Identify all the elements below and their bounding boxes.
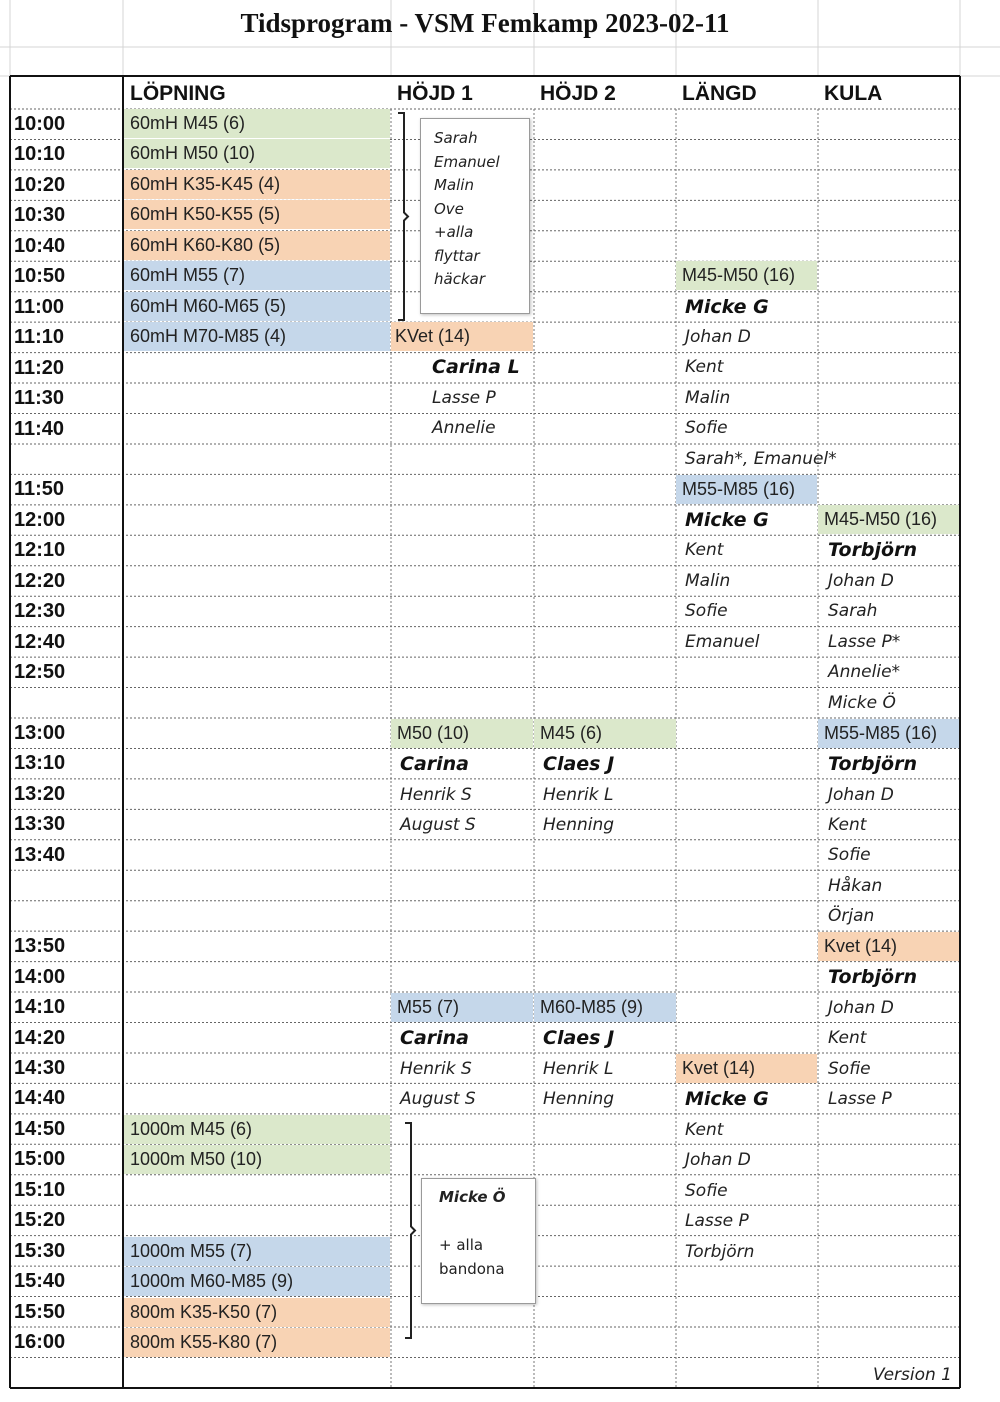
kula-name: Håkan bbox=[828, 876, 883, 896]
time-label: 11:20 bbox=[14, 356, 65, 379]
time-label: 13:20 bbox=[14, 782, 66, 805]
hojd2-group-cell: M60-M85 (9) bbox=[534, 993, 676, 1022]
time-label: 13:40 bbox=[14, 843, 66, 866]
langd-group-cell: M55-M85 (16) bbox=[676, 475, 817, 504]
running-cell: 800m K35-K50 (7) bbox=[124, 1298, 390, 1327]
langd-name: Kent bbox=[685, 540, 724, 560]
kula-group-cell: M45-M50 (16) bbox=[818, 505, 959, 534]
note-line: häckar bbox=[434, 270, 485, 288]
time-label: 15:30 bbox=[14, 1239, 66, 1262]
time-label: 12:10 bbox=[14, 539, 66, 562]
time-label: 13:00 bbox=[14, 722, 66, 744]
time-label: 16:00 bbox=[14, 1331, 66, 1353]
langd-name: Johan D bbox=[685, 1150, 751, 1170]
kula-name: Johan D bbox=[828, 998, 894, 1018]
langd-name: Sarah*, Emanuel* bbox=[685, 449, 837, 469]
hojd2-name: Henning bbox=[543, 815, 615, 835]
running-cell: 60mH M50 (10) bbox=[124, 139, 390, 168]
time-label: 11:30 bbox=[14, 387, 65, 410]
hojd1-group-cell: M55 (7) bbox=[391, 993, 533, 1022]
langd-group-cell: Kvet (14) bbox=[676, 1054, 817, 1083]
header-kula: KULA bbox=[824, 82, 883, 105]
kula-name: Kent bbox=[828, 1028, 867, 1048]
kula-name: Sarah bbox=[828, 601, 878, 621]
running-cell: 60mH K60-K80 (5) bbox=[124, 231, 390, 260]
running-cell: 60mH K50-K55 (5) bbox=[124, 200, 390, 229]
time-label bbox=[14, 870, 122, 900]
hojd1-name: Carina L bbox=[432, 356, 520, 378]
time-label bbox=[14, 688, 122, 718]
time-label: 13:10 bbox=[14, 752, 66, 775]
time-label: 15:00 bbox=[14, 1148, 66, 1171]
kula-name: Torbjörn bbox=[828, 539, 917, 561]
running-cell: 60mH M55 (7) bbox=[124, 261, 390, 290]
running-cell: 60mH M70-M85 (4) bbox=[124, 322, 390, 351]
time-label: 13:50 bbox=[14, 935, 66, 958]
kula-name: Annelie* bbox=[828, 662, 901, 682]
langd-name: Micke G bbox=[685, 509, 769, 531]
time-label: 14:20 bbox=[14, 1026, 66, 1049]
note-line: Ove bbox=[434, 199, 464, 218]
version-label: Version 1 bbox=[872, 1365, 952, 1385]
time-label: 10:10 bbox=[14, 143, 66, 166]
langd-name: Sofie bbox=[685, 601, 728, 621]
time-label: 10:40 bbox=[14, 234, 66, 257]
running-cell: 60mH M45 (6) bbox=[124, 109, 390, 138]
time-label bbox=[14, 901, 122, 931]
hojd2-name: Henrik L bbox=[543, 1059, 614, 1079]
note-line: +alla bbox=[434, 223, 474, 241]
hojd2-name: Henning bbox=[543, 1089, 615, 1109]
hojd2-name: Henrik L bbox=[543, 785, 614, 805]
kula-name: Torbjörn bbox=[828, 753, 917, 775]
note-line bbox=[439, 1209, 535, 1233]
header-lopning: LÖPNING bbox=[130, 82, 226, 105]
running-cell: 1000m M60-M85 (9) bbox=[124, 1267, 390, 1296]
langd-name: Micke G bbox=[685, 1088, 769, 1110]
time-label: 15:50 bbox=[14, 1300, 66, 1323]
header-hojd-2: HÖJD 2 bbox=[540, 82, 616, 105]
kula-name: Sofie bbox=[828, 845, 871, 865]
kula-name: Kent bbox=[828, 815, 867, 835]
time-label: 11:50 bbox=[14, 478, 65, 501]
time-label: 14:40 bbox=[14, 1087, 66, 1110]
kula-name: Torbjörn bbox=[828, 966, 917, 988]
time-label: 10:30 bbox=[14, 204, 66, 227]
running-cell: 800m K55-K80 (7) bbox=[124, 1328, 390, 1357]
hojd1-name: Carina bbox=[400, 753, 469, 775]
time-label: 15:10 bbox=[14, 1178, 66, 1201]
langd-name: Malin bbox=[685, 388, 731, 408]
note-line: Micke Ö bbox=[439, 1188, 506, 1206]
time-label: 11:40 bbox=[14, 417, 65, 440]
hojd1-name: August S bbox=[400, 1089, 476, 1109]
hojd1-name: Henrik S bbox=[400, 1059, 472, 1079]
time-label: 12:40 bbox=[14, 630, 66, 653]
time-label: 12:20 bbox=[14, 569, 66, 592]
time-label: 14:10 bbox=[14, 996, 66, 1019]
langd-name: Micke G bbox=[685, 296, 769, 318]
hojd2-name: Claes J bbox=[543, 753, 615, 775]
time-label: 12:00 bbox=[14, 508, 66, 531]
note-line: bandona bbox=[439, 1260, 505, 1278]
time-label: 14:00 bbox=[14, 965, 66, 988]
time-label: 15:40 bbox=[14, 1270, 66, 1293]
hojd1-name: Annelie bbox=[432, 418, 496, 438]
running-cell: 1000m M50 (10) bbox=[124, 1145, 390, 1174]
note-line: flyttar bbox=[434, 246, 480, 265]
langd-name: Sofie bbox=[685, 418, 728, 438]
time-label: 11:00 bbox=[14, 295, 65, 318]
langd-name: Emanuel bbox=[685, 632, 760, 652]
time-label: 15:20 bbox=[14, 1209, 66, 1232]
time-label: 12:30 bbox=[14, 600, 66, 623]
hojd1-name: Henrik S bbox=[400, 785, 472, 805]
time-label: 14:50 bbox=[14, 1117, 66, 1140]
page-title: Tidsprogram - VSM Femkamp 2023-02-11 bbox=[240, 8, 730, 38]
kula-name: Örjan bbox=[828, 906, 875, 926]
time-label: 10:50 bbox=[14, 265, 66, 288]
kula-group-cell: M55-M85 (16) bbox=[818, 719, 959, 748]
time-label: 10:20 bbox=[14, 173, 66, 196]
running-cell: 60mH M60-M65 (5) bbox=[124, 292, 390, 321]
header-langd: LÄNGD bbox=[682, 82, 757, 105]
hurdle-crew-note bbox=[420, 118, 530, 314]
hojd1-group-cell: M50 (10) bbox=[391, 719, 533, 748]
time-label bbox=[14, 444, 122, 474]
kula-name: Lasse P bbox=[828, 1089, 892, 1109]
hojd1-name: August S bbox=[400, 815, 476, 835]
track-crew-note bbox=[421, 1178, 536, 1304]
langd-name: Kent bbox=[685, 357, 724, 377]
hojd1-name: Carina bbox=[400, 1027, 469, 1049]
kula-name: Lasse P* bbox=[828, 632, 901, 652]
hojd2-name: Claes J bbox=[543, 1027, 615, 1049]
running-cell: 1000m M55 (7) bbox=[124, 1237, 390, 1266]
hojd1-name: Lasse P bbox=[432, 388, 496, 408]
hojd1-group-cell: KVet (14) bbox=[391, 322, 533, 351]
running-cell: 60mH K35-K45 (4) bbox=[124, 170, 390, 199]
kula-group-cell: Kvet (14) bbox=[818, 932, 959, 961]
langd-name: Torbjörn bbox=[685, 1242, 755, 1262]
kula-name: Johan D bbox=[828, 571, 894, 591]
langd-name: Lasse P bbox=[685, 1211, 749, 1231]
langd-name: Malin bbox=[685, 571, 731, 591]
time-label: 14:30 bbox=[14, 1056, 66, 1079]
note-line: + alla bbox=[439, 1236, 484, 1254]
header-hojd-1: HÖJD 1 bbox=[397, 82, 473, 105]
time-label: 10:00 bbox=[14, 113, 66, 135]
running-cell: 1000m M45 (6) bbox=[124, 1115, 390, 1144]
note-line: Malin bbox=[434, 176, 474, 194]
note-line: Emanuel bbox=[434, 152, 500, 171]
langd-name: Sofie bbox=[685, 1181, 728, 1201]
langd-group-cell: M45-M50 (16) bbox=[676, 261, 817, 290]
time-label: 11:10 bbox=[14, 326, 65, 349]
kula-name: Micke Ö bbox=[828, 693, 896, 713]
hojd2-group-cell: M45 (6) bbox=[534, 719, 676, 748]
time-label: 13:30 bbox=[14, 813, 66, 836]
kula-name: Johan D bbox=[828, 785, 894, 805]
kula-name: Sofie bbox=[828, 1059, 871, 1079]
langd-name: Kent bbox=[685, 1120, 724, 1140]
note-line: Sarah bbox=[434, 129, 478, 147]
langd-name: Johan D bbox=[685, 327, 751, 347]
time-label: 12:50 bbox=[14, 661, 66, 684]
